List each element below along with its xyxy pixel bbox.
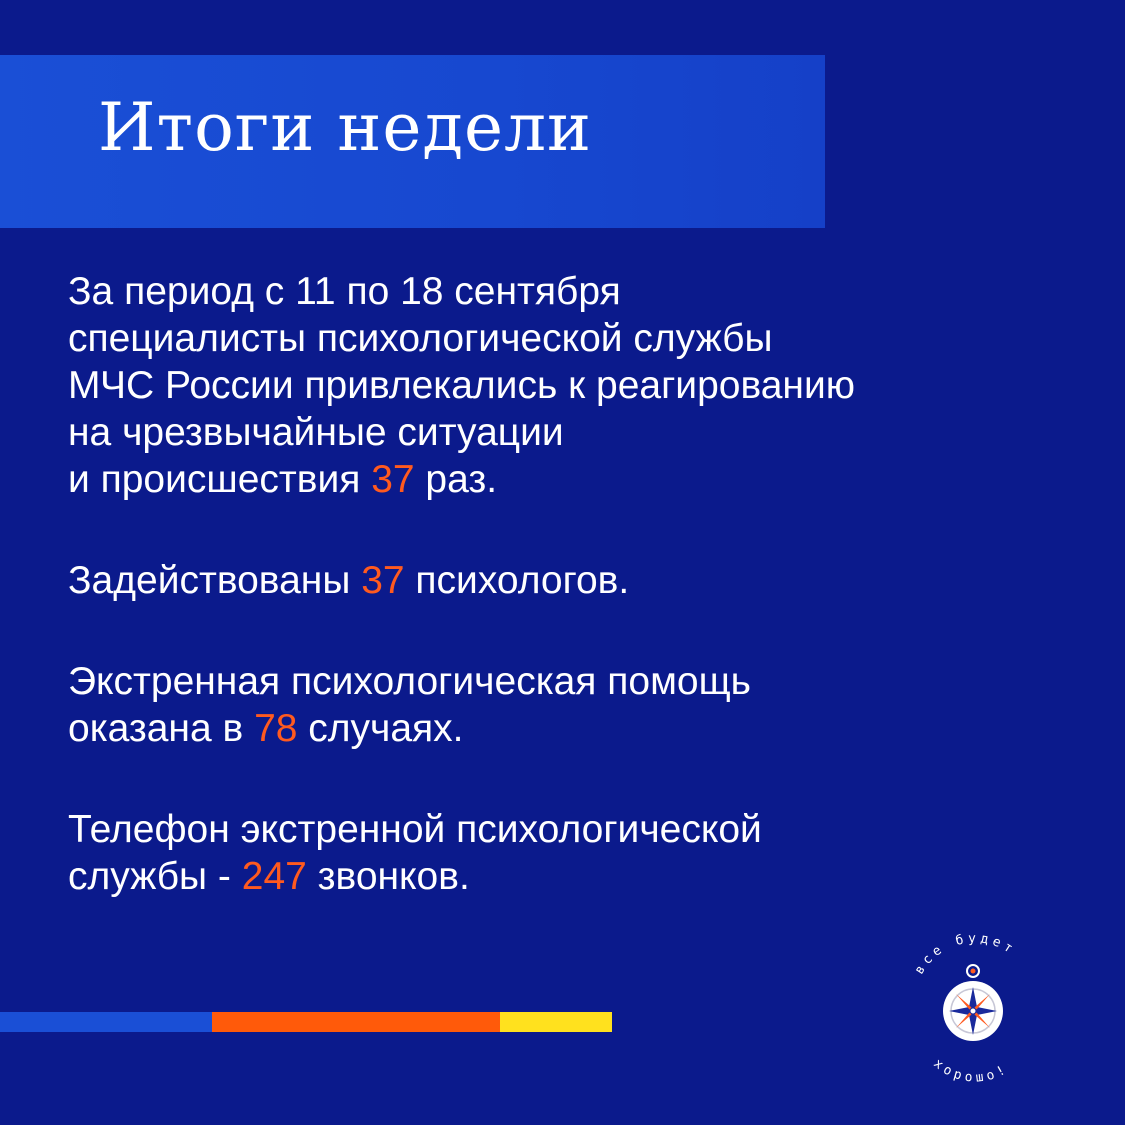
tricolor-stripes xyxy=(0,1012,612,1032)
text-line: За период с 11 по 18 сентября xyxy=(68,270,621,313)
count-responses: 37 xyxy=(371,458,415,501)
text-fragment: и происшествия xyxy=(68,458,372,501)
text-line: Экстренная психологическая помощь xyxy=(68,660,751,703)
text-fragment: случаях. xyxy=(297,707,464,750)
text-line: специалисты психологической службы xyxy=(68,317,773,360)
paragraph-psychologists xyxy=(68,557,1088,604)
text-fragment: оказана в xyxy=(68,707,255,750)
stripe-orange xyxy=(212,1012,500,1032)
count-cases: 78 xyxy=(254,707,298,750)
page-title: Итоги недели xyxy=(98,89,593,166)
text-fragment: раз. xyxy=(414,458,498,501)
paragraph-period xyxy=(68,268,1088,503)
text-line: Телефон экстренной психологической xyxy=(68,808,762,851)
text-fragment: службы - xyxy=(68,855,242,898)
compass-logo xyxy=(895,925,1055,1085)
count-calls: 247 xyxy=(241,855,307,898)
text-fragment: психологов. xyxy=(404,559,630,602)
count-psychologists: 37 xyxy=(361,559,405,602)
text-fragment: звонков. xyxy=(306,855,470,898)
text-line: МЧС России привлекались к реагированию xyxy=(68,364,856,407)
paragraph-help xyxy=(68,658,1088,752)
stripe-yellow xyxy=(500,1012,612,1032)
stripe-blue xyxy=(0,1012,212,1032)
compass-icon xyxy=(943,965,1003,1041)
badge-bottom-text: хорошо! xyxy=(930,1056,1012,1085)
report-text xyxy=(68,268,1088,954)
text-fragment: Задействованы xyxy=(68,559,362,602)
paragraph-phone xyxy=(68,806,1088,900)
title-band xyxy=(0,55,825,228)
badge-top-text: все будет xyxy=(911,931,1019,978)
text-line: на чрезвычайные ситуации xyxy=(68,411,564,454)
